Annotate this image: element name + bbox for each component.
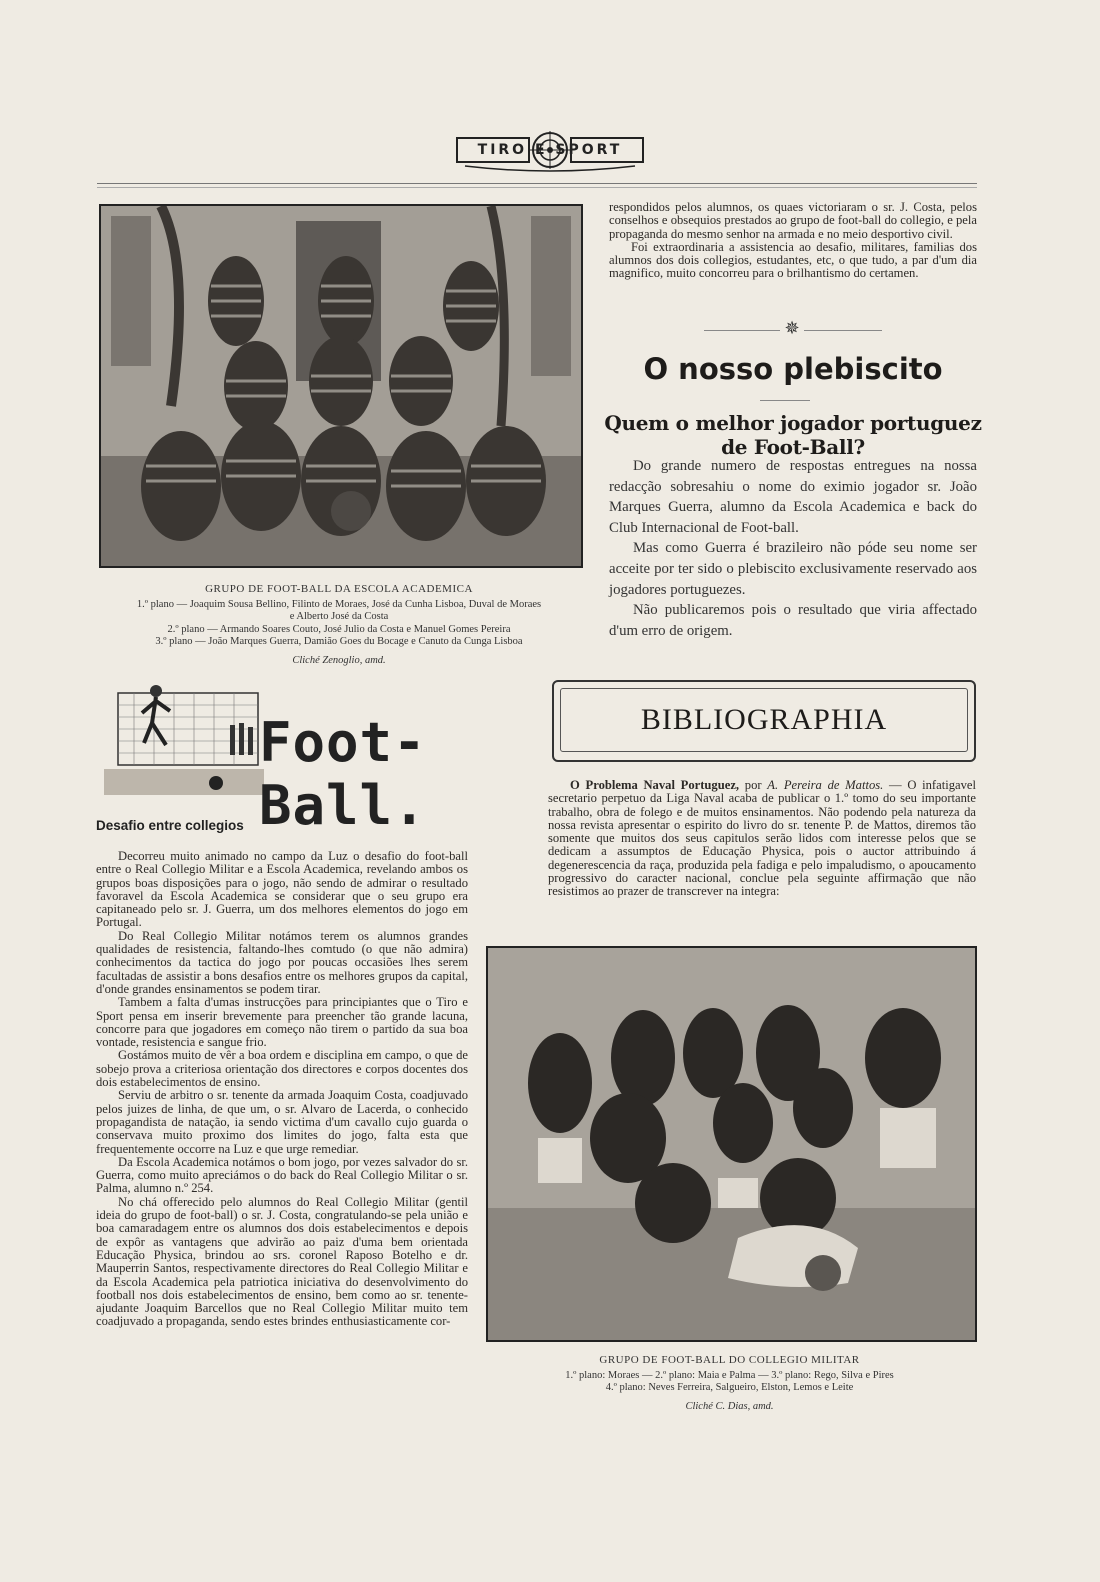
caption-line: 4.º plano: Neves Ferreira, Salgueiro, Elston, Lemos e Leite (605, 1382, 854, 1393)
bibliographia-article (548, 779, 976, 899)
book-by: por (744, 778, 762, 792)
bibliographia-title: BIBLIOGRAPHIA (640, 703, 888, 736)
divider-short (760, 400, 810, 401)
paragraph: Do Real Collegio Militar notámos terem os alumnos grandes qualidades de resistencia, faltando-lhes comtudo (o que não admira) conhecimentos da tactica do jogo por poucas occasiões lhes serem facultadas de assistir a bons desafios entre os melhores grupos da capital, d'onde grandes ensinamentos se podem tirar. (96, 928, 468, 996)
caption-title: GRUPO DE FOOT-BALL DO COLLEGIO MILITAR (599, 1354, 860, 1366)
paragraph: Foi extraordinaria a assistencia ao desafio, militares, familias dos alumnos dos dois collegios, estudantes, etc, o que tudo, a par d'um dia magnifico, muito concorreu para o brilhantismo do certamen. (609, 239, 977, 281)
caption-line: 1.º plano: Moraes — 2.º plano: Maia e Palma — 3.º plano: Rego, Silva e Pires (565, 1369, 894, 1381)
masthead-text: TIRO E SPORT (477, 142, 623, 158)
caption-line: 2.º plano — Armando Soares Couto, José Julio da Costa e Manuel Gomes Pereira (167, 623, 511, 635)
section-heading: Desafio entre collegios (96, 818, 244, 833)
photo-collegio-militar (486, 946, 977, 1342)
plebiscito-subtitle: Quem o melhor jogador portuguez de Foot-Ball? (604, 411, 982, 459)
right-top-article (609, 201, 977, 281)
paragraph: No chá offerecido pelo alumnos do Real Collegio Militar (gentil ideia do grupo de foot-ball) o sr. J. Costa, congratulando-se pela união e boa camaradagem entre os alumnos dos dois estabelecimentos e depois de expôr as vantagens que advirão ao paiz d'uma bem orientada Educação Physica, brindou ao srs. coronel Raposo Botelho e dr. Mauperrin Santos, respectivamente directores do Real Collegio Militar e da Escola Academica pela patriotica iniciativa do desenvolvimento do football nos dois estabelecimentos de ensino, bem como ao sr. tenente-ajudante Joaquim Barcellos que no Real Collegio Militar muito tem coadjuvado a propaganda, sendo estes brindes enthusiasticamente cor- (96, 1194, 468, 1329)
bibliographia-frame (552, 680, 976, 762)
paragraph: Gostámos muito de vêr a boa ordem e disciplina em campo, o que de sobejo prova a criteriosa orientação dos directores e corpos docentes dos dois estabelecimentos de ensino. (96, 1048, 468, 1090)
photo-caption-bottom (486, 1354, 973, 1413)
photo-credit: Cliché Zenoglio, amd. (292, 654, 386, 666)
team-photo-graphic (488, 948, 975, 1340)
photo-credit: Cliché C. Dias, amd. (685, 1400, 774, 1412)
paragraph: Tambem a falta d'umas instrucções para principiantes que o Tiro e Sport pensa em inserir brevemente para preencher tão grande lacuna, concorre para que jogadores em começo não tirem o partido da sua boa vontade, resistencia e sangue frio. (96, 995, 468, 1050)
paragraph: Da Escola Academica notámos o bom jogo, por vezes salvador do sr. Guerra, como muito apreciámos o do back do Real Collegio Militar o sr. Palma, alumno n.º 254. (96, 1154, 468, 1196)
photo-escola-academica (99, 204, 583, 568)
caption-line: e Alberto José da Costa (289, 611, 389, 622)
header-rule-thin (97, 187, 977, 188)
book-title: O Problema Naval Portuguez, (570, 778, 740, 792)
paragraph: Mas como Guerra é brazileiro não póde seu nome ser acceite por ter sido o plebiscito exclusivamente reservado aos jogadores portuguezes. (609, 540, 977, 598)
paragraph: Não publicaremos pois o resultado que viria affectado d'um erro de origem. (609, 602, 977, 639)
caption-line: 1.º plano — Joaquim Sousa Bellino, Filinto de Moraes, José da Cunha Lisboa, Duval de Moraes (136, 598, 542, 610)
star-ornament-icon: ✵ (780, 318, 804, 339)
book-author: A. Pereira de Mattos. (767, 778, 884, 792)
paragraph: Decorreu muito animado no campo da Luz o desafio do foot-ball entre o Real Collegio Militar e a Escola Academica, revelando ambos os grupos boas disposições para o jogo, não sendo de admirar o resultado favoravel da Escola Academica se considerar que o seu grupo era capitaneado pelo sr. J. Guerra, um dos melhores elementos do jogo em Portugal. (96, 849, 468, 930)
paragraph: respondidos pelos alumnos, os quaes victoriaram o sr. J. Costa, pelos conselhos e obsequios prestados ao grupo de foot-ball do collegio, e pela propaganda do mesmo senhor na armada e no meio desportivo civil. (609, 200, 977, 241)
team-photo-graphic (101, 206, 581, 566)
photo-caption-top (99, 583, 579, 667)
bibliographia-inner-frame (560, 688, 968, 752)
bibliographia-paragraph (548, 779, 976, 899)
paragraph: Serviu de arbitro o sr. tenente da armada Joaquim Costa, coadjuvado pelos juizes de linha, de que um, o sr. Alvaro de Lacerda, o conhecido propagandista de natação, ia sendo victima d'um cavallo cujo guarda o conservava muito proximo dos limites do jogo, falta esta que frequentemente occorre na Luz e que urge remediar. (96, 1088, 468, 1156)
plebiscito-title: O nosso plebiscito (643, 352, 943, 386)
book-review: — O infatigavel secretario perpetuo da Liga Naval acaba de publicar o 1.º tomo do seu importante trabalho, obra de folego e de muitos ensinamentos. Não podendo pela natureza da nossa revista apresentar o espirito do livro do sr. tenente P. de Mattos, diremos tão somente que muitos dos seus capitulos serão lidos com interesse pelos que se dedicam a assumptos de Educação Physica, pois o auctor attribuindo á degenerescencia da raça, produzida pela fadiga e pelo impaludismo, o apoucamento progressivo do caracter nacional, conclue pela seguinte affirmação que não resistimos ao prazer de transcrever na integra: (548, 778, 976, 899)
plebiscito-body (609, 456, 977, 641)
masthead-logo (455, 128, 645, 174)
caption-line: 3.º plano — João Marques Guerra, Damião Goes du Bocage e Canuto da Cunga Lisboa (155, 636, 523, 647)
desafio-article (96, 850, 468, 1329)
football-banner-text: Foot-Ball. (259, 711, 427, 837)
paragraph: Do grande numero de respostas entregues na nossa redacção sobresahiu o nome do eximio jogador sr. João Marques Guerra, alumno da Escola Academica e back do Club Internacional de Foot-ball. (609, 458, 977, 536)
header-rule (97, 183, 977, 184)
caption-title: GRUPO DE FOOT-BALL DA ESCOLA ACADEMICA (205, 583, 473, 595)
